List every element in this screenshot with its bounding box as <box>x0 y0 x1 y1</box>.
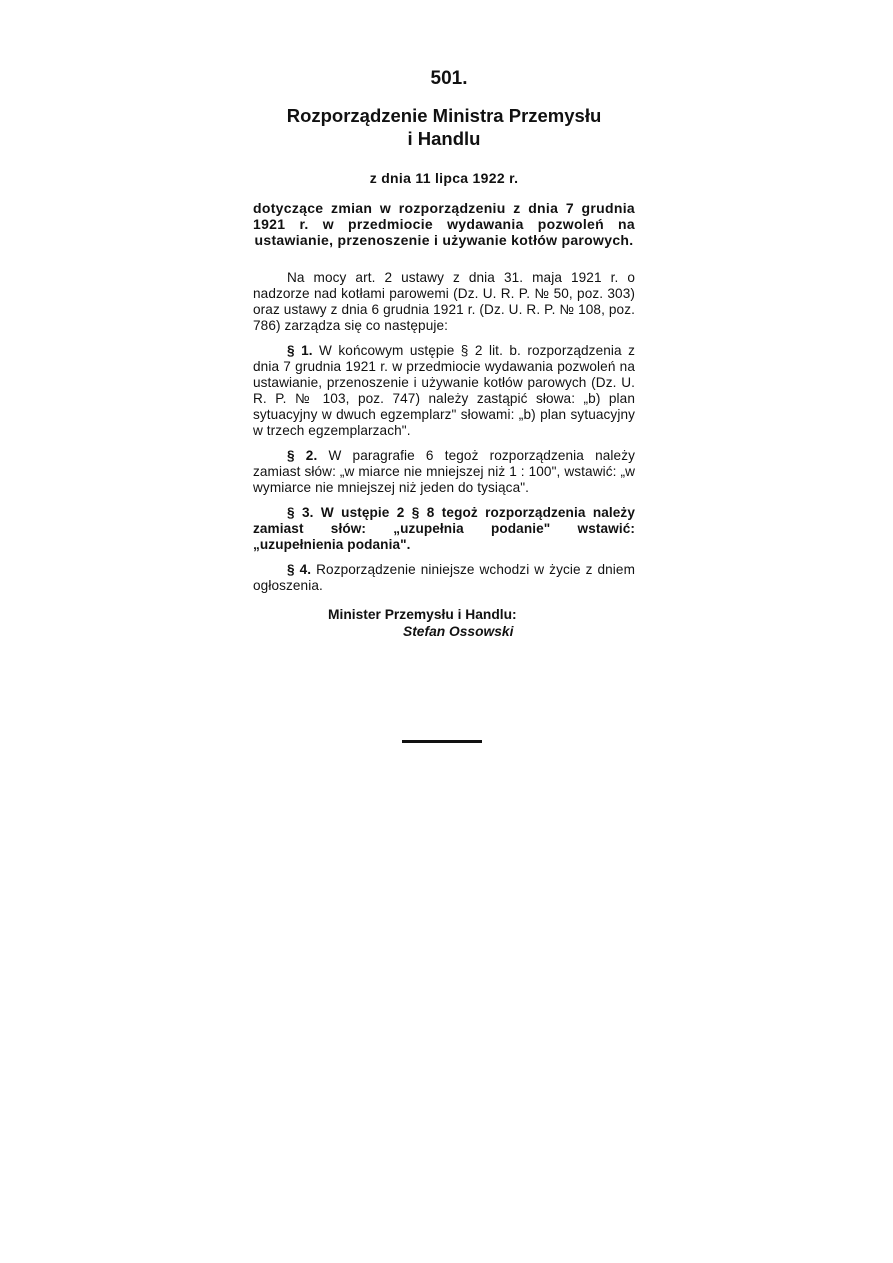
section-3-label: § 3. <box>287 505 314 520</box>
signature-role: Minister Przemysłu i Handlu: <box>328 607 517 622</box>
section-1-label: § 1. <box>287 343 313 358</box>
document-title <box>253 104 635 150</box>
section-2-text: W paragrafie 6 tegoż rozporządzenia należy zamiast słów: „w miarce nie mniejszej niż 1 : 100", wstawić: „w wymiarce nie mniejszej niż jeden do tysiąca". <box>253 448 635 495</box>
section-3-text: W ustępie 2 § 8 tegoż rozporządzenia należy zamiast słów: „uzupełnia podanie" wstawić: „uzupełnienia podania". <box>253 505 635 552</box>
signature-block <box>253 606 635 640</box>
section-3 <box>253 505 635 553</box>
title-line-1: Rozporządzenie Ministra Przemysłu <box>286 105 602 126</box>
section-1 <box>253 343 635 439</box>
item-number: 501. <box>430 68 468 89</box>
section-1-text: W końcowym ustępie § 2 lit. b. rozporządzenia z dnia 7 grudnia 1921 r. w przedmiocie wydawania pozwoleń na ustawianie, przenoszenie i używanie kotłów parowych (Dz. U. R. P. № 103, poz. 747) należy zastąpić słowa: „b) plan sytuacyjny w dwuch egzemplarz" słowami: „b) plan sytuacyjny w trzech egzemplarzach". <box>253 343 635 438</box>
document-subject: dotyczące zmian w rozporządzeniu z dnia 7 grudnia 1921 r. w przedmiocie wydawania pozwoleń na ustawianie, przenoszenie i używanie kotłów parowych. <box>253 200 635 248</box>
preamble: Na mocy art. 2 ustawy z dnia 31. maja 1921 r. o nadzorze nad kotłami parowemi (Dz. U. R. P. № 50, poz. 303) oraz ustawy z dnia 6 grudnia 1921 r. (Dz. U. R. P. № 108, poz. 786) zarządza się co następuje: <box>253 270 635 333</box>
section-4 <box>253 562 635 594</box>
section-2 <box>253 448 635 496</box>
closing-rule <box>402 740 482 743</box>
section-4-text: Rozporządzenie niniejsze wchodzi w życie z dniem ogłoszenia. <box>253 562 635 593</box>
document-date: z dnia 11 lipca 1922 r. <box>369 170 519 186</box>
section-4-label: § 4. <box>287 562 312 577</box>
signature-name: Stefan Ossowski <box>403 624 514 639</box>
document-column <box>253 68 635 640</box>
section-2-label: § 2. <box>287 448 318 463</box>
title-line-2: i Handlu <box>407 128 481 149</box>
